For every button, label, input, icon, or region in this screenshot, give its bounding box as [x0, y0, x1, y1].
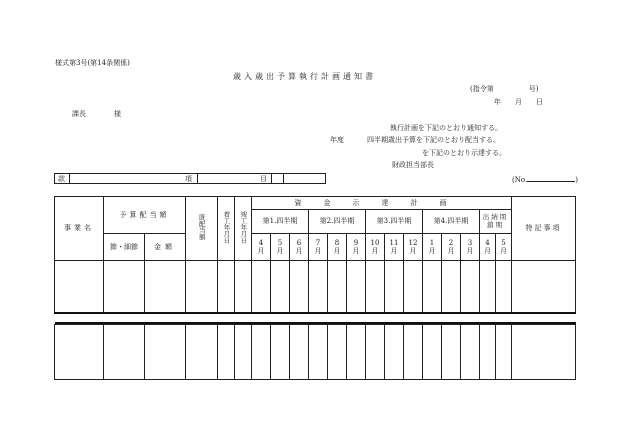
month-closing-4: 4月: [480, 234, 496, 261]
header-kingaku: 金額: [145, 234, 186, 261]
moku-label: 目: [260, 175, 267, 183]
month-5: 5月: [271, 234, 290, 261]
notice-line-2: 四半期歳出予算を下記のとおり配当する。: [367, 136, 500, 144]
kan-field[interactable]: [69, 174, 181, 183]
no-prefix: (No.: [512, 176, 528, 184]
header-chakko-date: 着工年月日: [218, 197, 235, 261]
header-shutsuno-heisa: 出納閉鎖期: [480, 210, 512, 234]
month-8: 8月: [328, 234, 347, 261]
kou-field[interactable]: [197, 174, 257, 183]
no-suffix: ): [575, 176, 578, 184]
issue-date: 年 月 日: [494, 98, 543, 106]
addressee: 課長 様: [72, 110, 121, 118]
form-number: 様式第3号(第14条関係): [55, 59, 130, 67]
header-quarter-4: 第4.四半期: [423, 210, 480, 234]
month-11: 11月: [385, 234, 404, 261]
header-kihaito-gaku: 既配当額: [186, 197, 218, 261]
month-3: 3月: [461, 234, 480, 261]
header-tokki-jiko: 特記事項: [512, 197, 576, 261]
notice-fiscal-year: 年度: [330, 136, 344, 144]
header-yosan-haito-gaku: 予算配当額: [104, 197, 186, 234]
month-7: 7月: [309, 234, 328, 261]
notice-line-1: 執行計画を下記のとおり通知する。: [390, 124, 502, 132]
month-12: 12月: [404, 234, 423, 261]
notice-line-3: を下記のとおり示達する。: [422, 149, 506, 157]
header-quarter-2: 第2.四半期: [309, 210, 366, 234]
directive-number: (指令第 号): [470, 85, 539, 93]
month-4: 4月: [252, 234, 271, 261]
month-closing-5: 5月: [496, 234, 512, 261]
sender: 財政担当部長: [392, 161, 434, 169]
kou-label: 項: [185, 175, 192, 183]
moku-extension[interactable]: [284, 173, 326, 184]
document-no: [512, 175, 578, 184]
table-row: [55, 325, 576, 380]
header-jigyo-mei: 事業名: [55, 197, 104, 261]
thick-divider-top: [55, 313, 576, 323]
month-9: 9月: [347, 234, 366, 261]
execution-plan-table: [54, 196, 576, 380]
month-6: 6月: [290, 234, 309, 261]
header-quarter-3: 第3.四半期: [366, 210, 423, 234]
month-1: 1月: [423, 234, 442, 261]
header-shunko-date: 竣工年月日: [235, 197, 252, 261]
document-title: 歳入歳出予算執行計画通知書: [233, 72, 376, 81]
table-row: [55, 261, 576, 313]
no-field[interactable]: [527, 175, 575, 182]
kan-label: 款: [58, 175, 65, 183]
month-2: 2月: [442, 234, 461, 261]
header-shikin-shitatsu-keikaku: 資金示達計画: [252, 197, 512, 210]
month-10: 10月: [366, 234, 385, 261]
classification-row: [54, 173, 284, 184]
header-setsu-saisetsu: 節・細節: [104, 234, 145, 261]
moku-field[interactable]: [271, 174, 285, 183]
header-quarter-1: 第1.四半期: [252, 210, 309, 234]
